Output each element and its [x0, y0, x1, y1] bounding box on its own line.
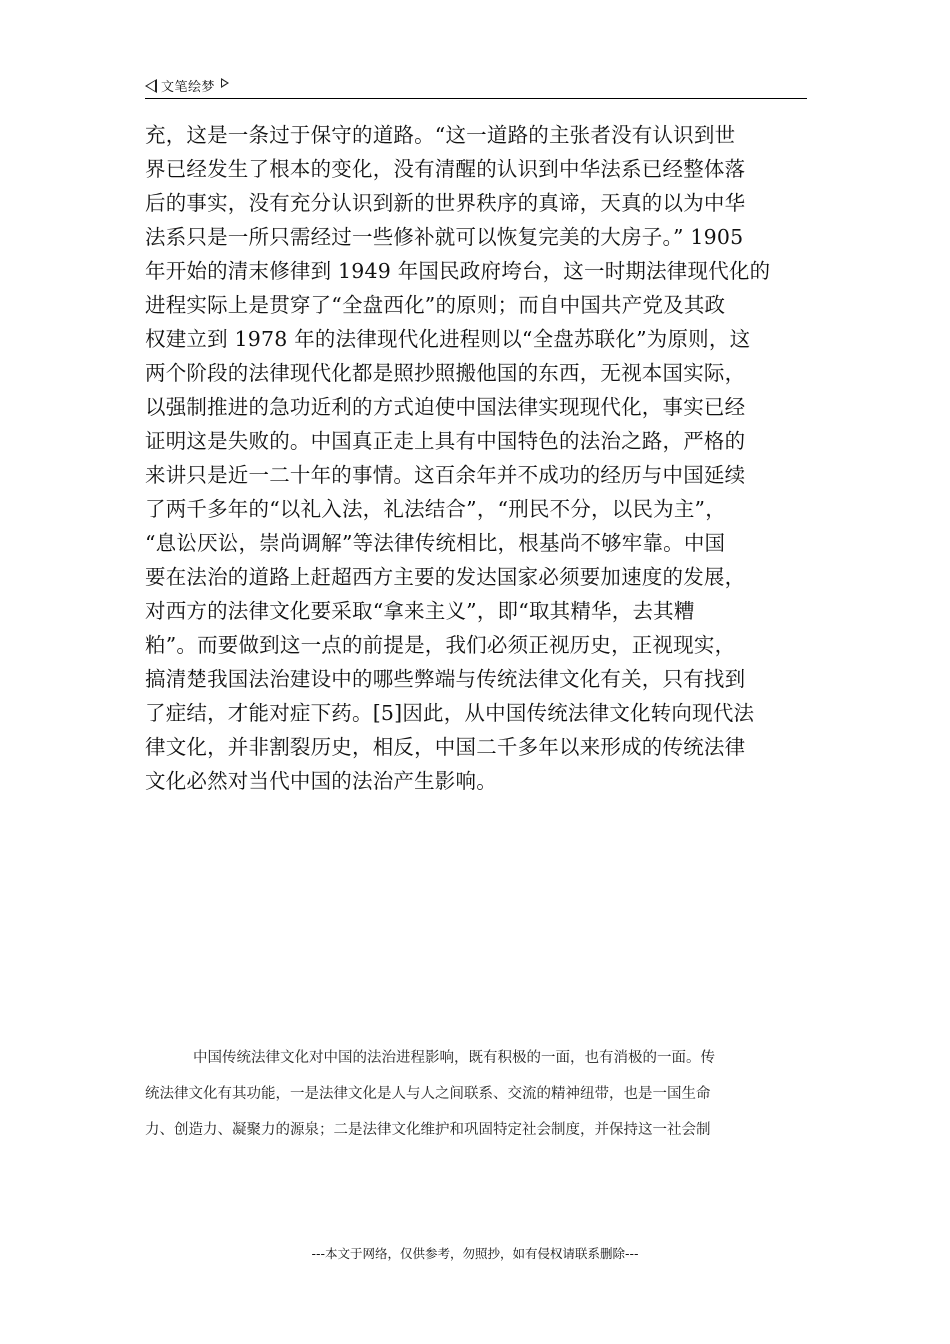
- triangle-right-icon: [221, 78, 229, 88]
- secondary-paragraph: [145, 1040, 810, 1148]
- text-line: 后的事实，没有充分认识到新的世界秩序的真谛，天真的以为中华: [145, 191, 746, 215]
- text-line: 搞清楚我国法治建设中的哪些弊端与传统法律文化有关，只有找到: [145, 667, 746, 691]
- text-line: 来讲只是近一二十年的事情。这百余年并不成功的经历与中国延续: [145, 463, 746, 487]
- text-line: 粕”。而要做到这一点的前提是，我们必须正视历史，正视现实，: [145, 633, 736, 657]
- text-line: 对西方的法律文化要采取“拿来主义”，即“取其精华，去其糟: [145, 599, 695, 623]
- brand-title: 文笔绘梦: [161, 80, 216, 95]
- header-brand-group: [145, 76, 229, 95]
- text-line: “息讼厌讼，崇尚调解”等法律传统相比，根基尚不够牢靠。中国: [145, 531, 726, 555]
- text-line: 力、创造力、凝聚力的源泉；二是法律文化维护和巩固特定社会制度，并保持这一社会制: [145, 1122, 711, 1138]
- text-line: 证明这是失败的。中国真正走上具有中国特色的法治之路，严格的: [145, 429, 746, 453]
- triangle-left-icon: [145, 79, 157, 93]
- text-line: 法系只是一所只需经过一些修补就可以恢复完美的大房子。” 1905: [145, 225, 744, 249]
- text-line: 了症结，才能对症下药。[5]因此，从中国传统法律文化转向现代法: [145, 701, 755, 725]
- text-line: 律文化，并非割裂历史，相反，中国二千多年以来形成的传统法律: [145, 735, 746, 759]
- text-line: 以强制推进的急功近利的方式迫使中国法律实现现代化，事实已经: [145, 395, 746, 419]
- main-paragraph: [145, 118, 810, 798]
- text-line: 年开始的清末修律到 1949 年国民政府垮台，这一时期法律现代化的: [145, 259, 771, 283]
- page-footer-disclaimer: ---本文于网络，仅供参考，勿照抄，如有侵权请联系删除---: [311, 1246, 639, 1261]
- text-line: 文化必然对当代中国的法治产生影响。: [145, 769, 497, 793]
- text-line: 界已经发生了根本的变化，没有清醒的认识到中华法系已经整体落: [145, 157, 746, 181]
- text-line: 统法律文化有其功能，一是法律文化是人与人之间联系、交流的精神纽带，也是一国生命: [145, 1086, 711, 1102]
- page-header: [145, 74, 807, 99]
- text-line: 了两千多年的“以礼入法，礼法结合”，“刑民不分，以民为主”，: [145, 497, 726, 521]
- text-line: 中国传统法律文化对中国的法治进程影响，既有积极的一面，也有消极的一面。传: [193, 1050, 715, 1066]
- text-line: 进程实际上是贯穿了“全盘西化”的原则；而自中国共产党及其政: [145, 293, 726, 317]
- text-line: 两个阶段的法律现代化都是照抄照搬他国的东西，无视本国实际，: [145, 361, 746, 385]
- text-line: 权建立到 1978 年的法律现代化进程则以“全盘苏联化”为原则，这: [145, 327, 751, 351]
- text-line: 充，这是一条过于保守的道路。“这一道路的主张者没有认识到世: [145, 123, 736, 147]
- text-line: 要在法治的道路上赶超西方主要的发达国家必须要加速度的发展，: [145, 565, 746, 589]
